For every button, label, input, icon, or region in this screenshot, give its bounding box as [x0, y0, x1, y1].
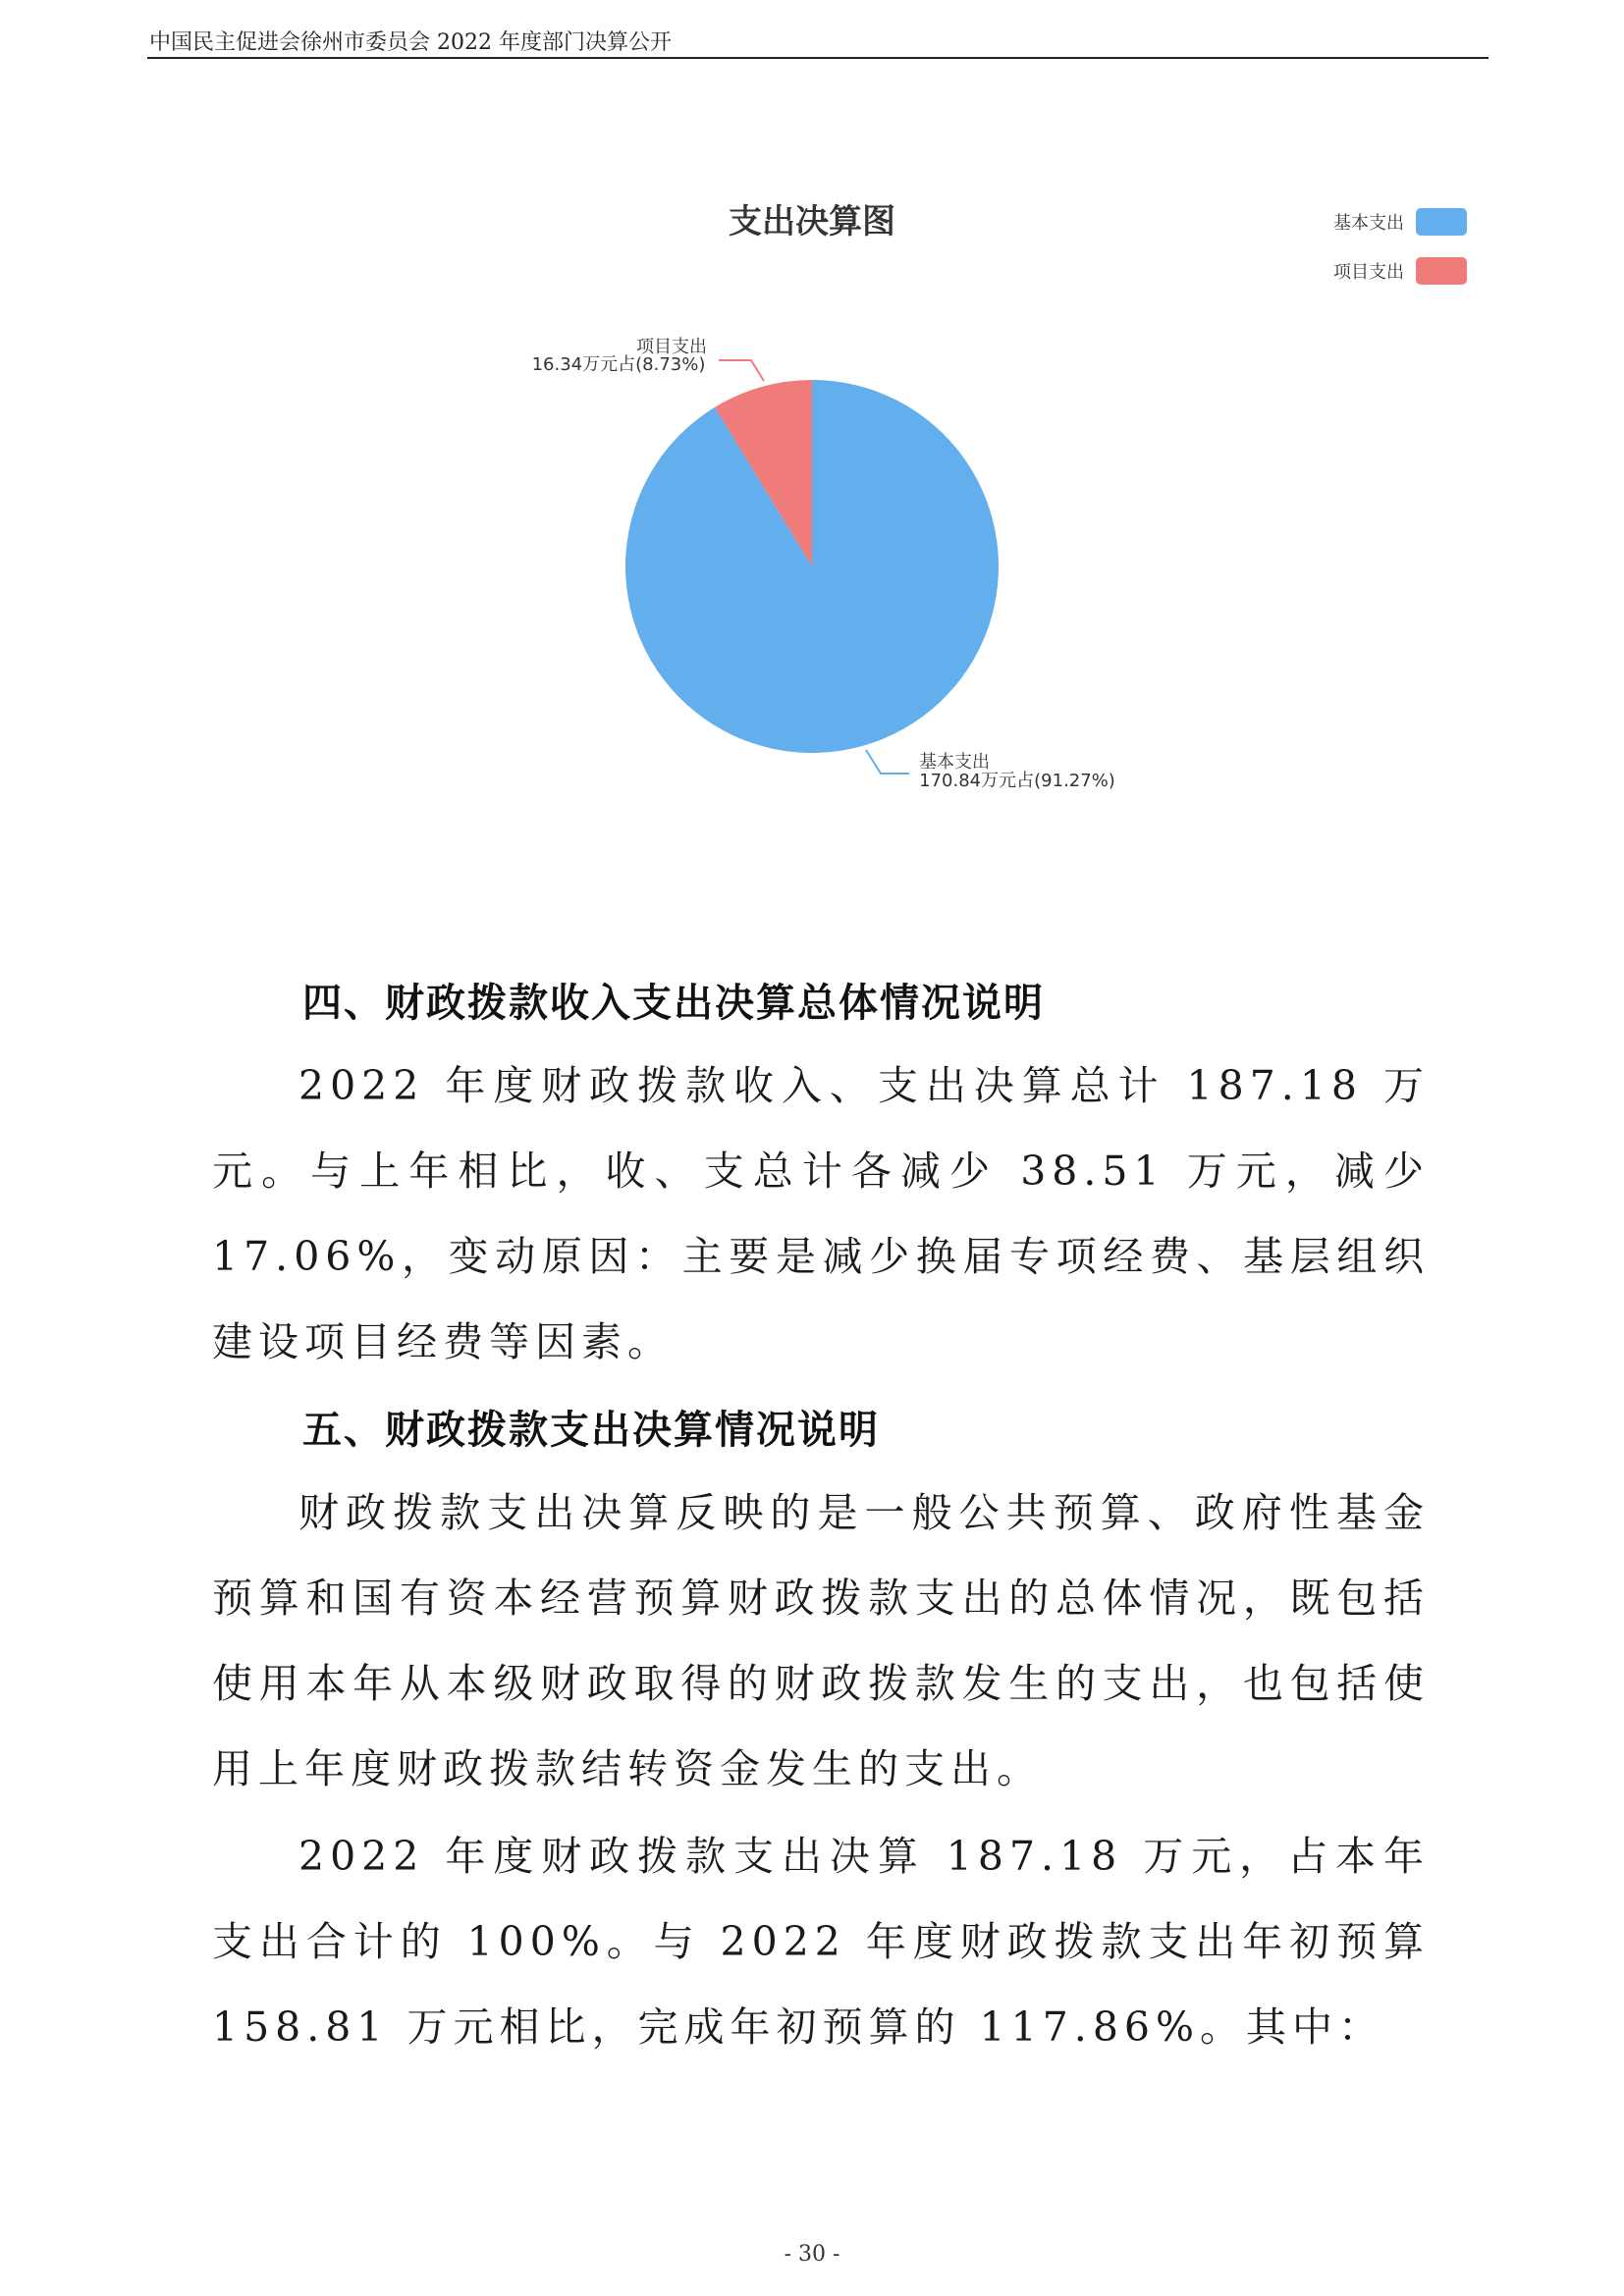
document-header: 中国民主促进会徐州市委员会 2022 年度部门决算公开 [149, 30, 672, 55]
slice-label-basic-name: 基本支出 [919, 752, 990, 773]
header-rule [147, 57, 1489, 59]
legend-label-basic: 基本支出 [1333, 213, 1404, 234]
chart-title: 支出决算图 [729, 202, 895, 241]
page-number: - 30 - [784, 2242, 840, 2267]
section-heading-5: 五、财政拨款支出决算情况说明 [302, 1408, 880, 1453]
slice-label-project-value: 16.34万元占(8.73%) [531, 354, 706, 375]
section-5-paragraph-2: 2022 年度财政拨款支出决算 187.18 万元，占本年支出合计的 100%。与 2022 年度财政拨款支出年初预算 158.81 万元相比，完成年初预算的 117.86%。其中： [212, 1833, 1430, 2051]
slice-label-project-name: 项目支出 [636, 337, 707, 357]
expenditure-pie-chart [0, 157, 1624, 844]
section-5-paragraph-1: 财政拨款支出决算反映的是一般公共预算、政府性基金预算和国有资本经营预算财政拨款支出的总体情况，既包括使用本年从本级财政取得的财政拨款发生的支出，也包括使用上年度财政拨款结转资金发生的支出。 [212, 1489, 1430, 1792]
legend-swatch-basic [1416, 208, 1467, 236]
leader-line-project [719, 360, 764, 381]
slice-label-project [532, 337, 764, 381]
legend-label-project: 项目支出 [1333, 262, 1404, 283]
section-4-paragraph-1: 2022 年度财政拨款收入、支出决算总计 187.18 万元。与上年相比，收、支总计各减少 38.51 万元，减少 17.06%，变动原因：主要是减少换届专项经费、基层组织建设项目经费等因素。 [212, 1062, 1430, 1365]
section-heading-4: 四、财政拨款收入支出决算总体情况说明 [302, 981, 1045, 1026]
chart-legend [1333, 208, 1467, 285]
slice-label-basic-value: 170.84万元占(91.27%) [919, 771, 1115, 791]
legend-swatch-project [1416, 257, 1467, 285]
pie-slices [625, 380, 999, 753]
leader-line-basic [866, 750, 909, 774]
slice-label-basic [866, 750, 1115, 791]
